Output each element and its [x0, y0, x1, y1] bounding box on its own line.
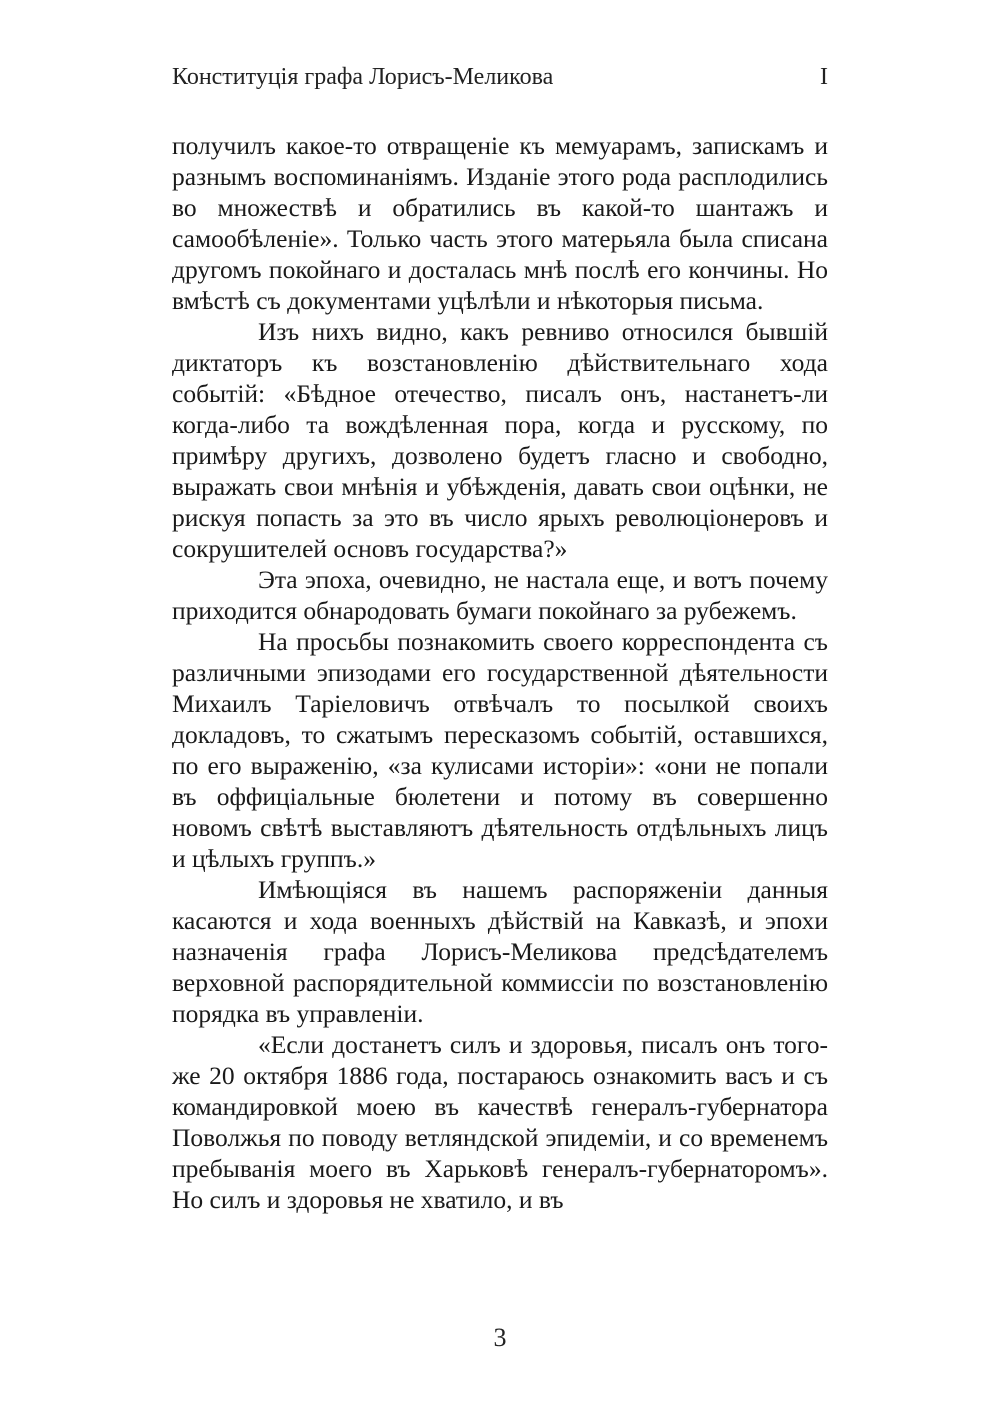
header-title: Конституція графа Лорисъ-Меликова	[172, 64, 554, 90]
header-section-number: I	[820, 64, 828, 90]
paragraph: Эта эпоха, очевидно, не настала еще, и вотъ почему приходится обнародовать бумаги покойнаго за рубежемъ.	[172, 565, 828, 625]
page-number: 3	[493, 1323, 507, 1352]
running-header	[172, 64, 828, 98]
paragraph-continued: получилъ какое-то отвращеніе къ мемуарамъ, запискамъ и разнымъ воспоминаніямъ. Изданіе этого рода расплодились во множествѣ и обратились въ какой-то шантажъ и самообѣленіе». Только часть этого матерьяла была списана другомъ покойнаго и досталась мнѣ послѣ его кончины. Но вмѣстѣ съ документами уцѣлѣли и нѣкоторыя письма.	[172, 131, 828, 315]
paragraph: Имѣющіяся въ нашемъ распоряженіи данныя касаются и хода военныхъ дѣйствій на Кавказѣ, и эпохи назначенія графа Лорисъ-Меликова предсѣдателемъ верховной распорядительной коммиссіи по возстановленію порядка въ управленіи.	[172, 875, 828, 1028]
paragraph: «Если достанетъ силъ и здоровья, писалъ онъ того-же 20 октября 1886 года, постараюсь ознакомить васъ и съ командировкой моею въ качествѣ генералъ-губернатора Поволжья по поводу ветляндской эпидеміи, и со временемъ пребыванія моего въ Харьковѣ генералъ-губернаторомъ». Но силъ и здоровья не хватило, и въ	[172, 1030, 828, 1214]
paragraph: Изъ нихъ видно, какъ ревниво относился бывшій диктаторъ къ возстановленію дѣйствительнаго хода событій: «Бѣдное отечество, писалъ онъ, настанетъ-ли когда-либо та вождѣленная пора, когда и русскому, по примѣру другихъ, дозволено будетъ гласно и свободно, выражать свои мнѣнія и убѣжденія, давать свои оцѣнки, не рискуя попасть за это въ число ярыхъ революціонеровъ и сокрушителей основъ государства?»	[172, 317, 828, 563]
paragraph: На просьбы познакомить своего корреспондента съ различными эпизодами его государственной дѣятельности Михаилъ Таріеловичъ отвѣчалъ то посылкой своихъ докладовъ, то сжатымъ пересказомъ событій, оставшихся, по его выраженію, «за кулисами исторіи»: «они не попали въ оффиціальные бюлетени и потому въ совершенно новомъ свѣтѣ выставляютъ дѣятельность отдѣльныхъ лицъ и цѣлыхъ группъ.»	[172, 627, 828, 873]
body-text	[172, 130, 828, 1215]
